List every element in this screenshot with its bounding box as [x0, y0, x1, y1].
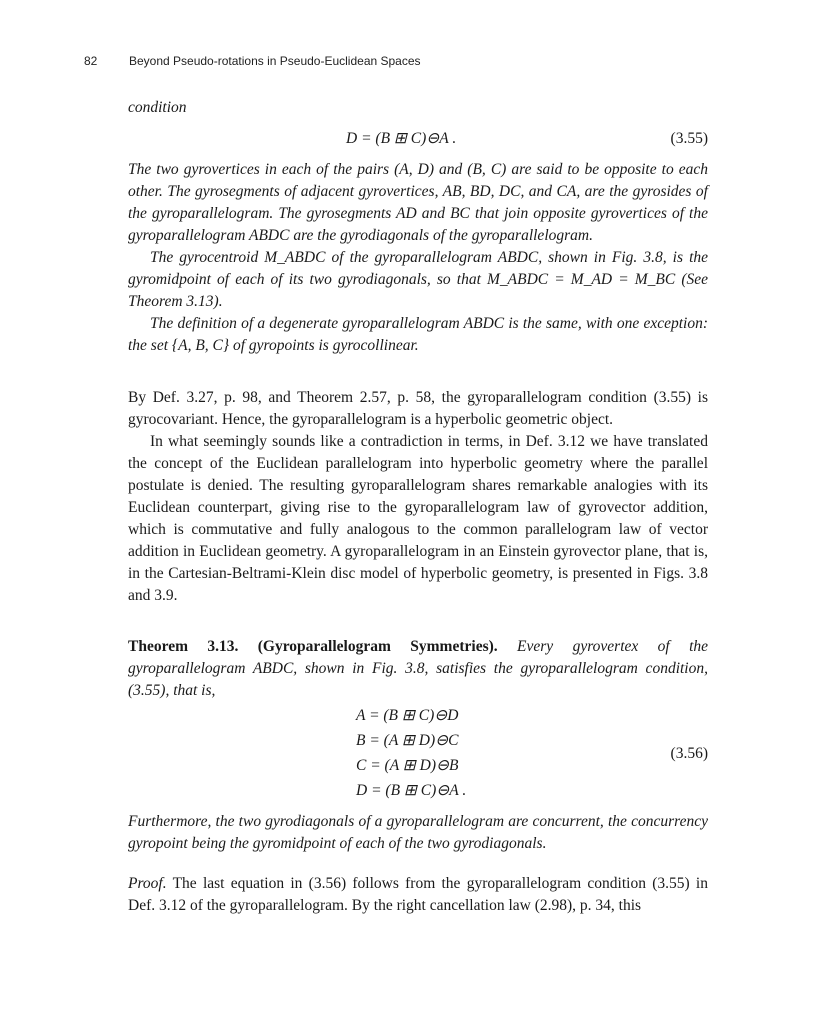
body-block [128, 387, 708, 607]
running-title: Beyond Pseudo-rotations in Pseudo-Euclidean Spaces [129, 54, 421, 68]
equation-3-55: D = (B ⊞ C)⊖A . [346, 130, 457, 147]
proof-text: The last equation in (3.56) follows from the gyroparallelogram condition (3.55) in Def. 3.12 of the gyroparallelogram. By the right cancellation law (2.98), p. 34, this [128, 875, 708, 914]
theorem-furthermore: Furthermore, the two gyrodiagonals of a gyroparallelogram are concurrent, the concurrency gyropoint being the gyromidpoint of each of the two gyrodiagonals. [128, 813, 708, 852]
equation-3-56-line: C = (A ⊞ D)⊖B [356, 757, 459, 774]
body-paragraph: In what seemingly sounds like a contradiction in terms, in Def. 3.12 we have translated the concept of the Euclidean parallelogram into hyperbolic geometry where the parallel postulate is denied. The resulting gyroparallelogram shares remarkable analogies with its Euclidean counterpart, giving rise to the gyroparallelogram law of gyrovector addition, which is commutative and fully analogous to the common parallelogram law of vector addition in Euclidean geometry. A gyroparallelogram in an Einstein gyrovector plane, that is, in the Cartesian-Beltrami-Klein disc model of hyperbolic geometry, is presented in Figs. 3.8 and 3.9. [128, 433, 708, 604]
equation-3-55-number: (3.55) [670, 130, 708, 147]
definition-paragraph: The definition of a degenerate gyroparallelogram ABDC is the same, with one exception: the set {A, B, C} of gyropoints is gyrocollinear. [128, 315, 708, 354]
condition-word: condition [128, 99, 187, 116]
equation-3-56-number: (3.56) [670, 745, 708, 762]
definition-paragraph: The gyrocentroid M_ABDC of the gyroparallelogram ABDC, shown in Fig. 3.8, is the gyromidpoint of each of its two gyrodiagonals, so that M_ABDC = M_AD = M_BC (See Theorem 3.13). [128, 249, 708, 310]
theorem-block [128, 636, 708, 702]
definition-paragraph: The two gyrovertices in each of the pairs (A, D) and (B, C) are said to be opposite to each other. The gyrosegments of adjacent gyrovertices, AB, BD, DC, and CA, are the gyrosides of the gyroparallelogram. The gyrosegments AD and BC that join opposite gyrovertices of the gyroparallelogram ABDC are the gyrodiagonals of the gyroparallelogram. [128, 161, 708, 244]
equation-3-56-block [128, 705, 708, 799]
equation-3-56-line: D = (B ⊞ C)⊖A . [356, 782, 467, 799]
proof-block [128, 873, 708, 917]
theorem-heading: Theorem 3.13. (Gyroparallelogram Symmetries). [128, 638, 498, 655]
page-number: 82 [84, 54, 98, 68]
theorem-statement: Every gyrovertex of the gyroparallelogram ABDC, shown in Fig. 3.8, satisfies the gyroparallelogram condition, (3.55), that is, [128, 638, 709, 699]
proof-label: Proof. [128, 875, 167, 892]
definition-block [128, 159, 708, 357]
equation-3-56-line: A = (B ⊞ C)⊖D [356, 707, 459, 724]
equation-3-55-row [128, 128, 708, 150]
equation-3-56-line: B = (A ⊞ D)⊖C [356, 732, 459, 749]
body-paragraph: By Def. 3.27, p. 98, and Theorem 2.57, p. 58, the gyroparallelogram condition (3.55) is gyrocovariant. Hence, the gyroparallelogram is a hyperbolic geometric object. [128, 389, 708, 428]
